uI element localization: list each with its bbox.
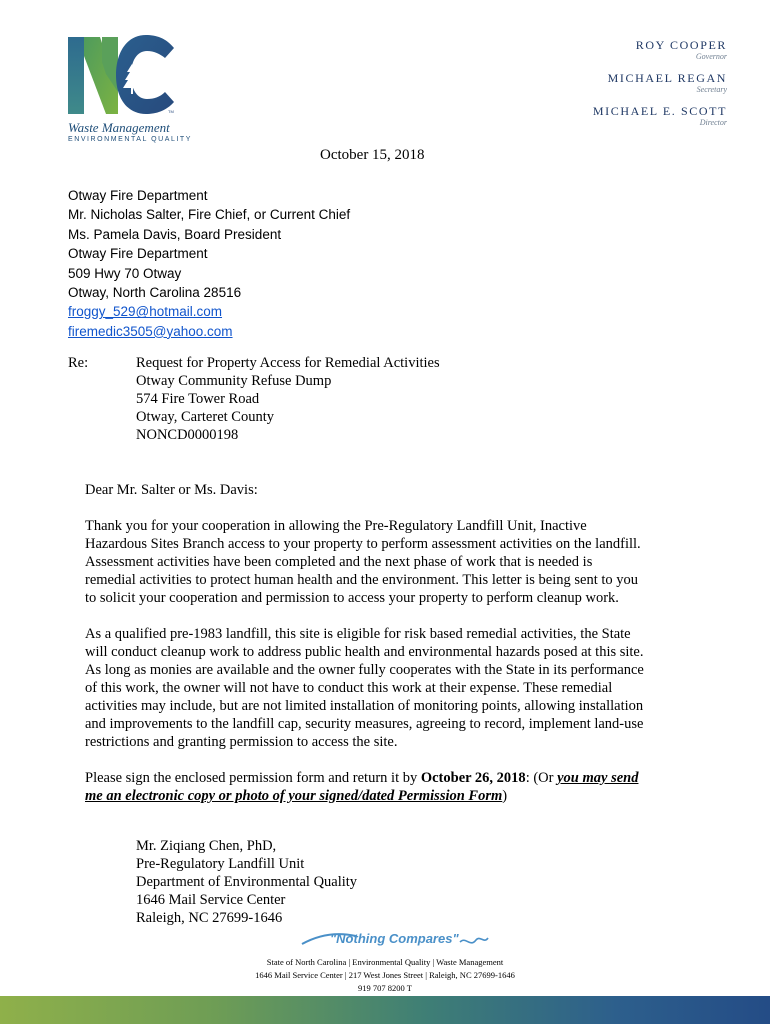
re-line: Otway Community Refuse Dump [136, 373, 332, 389]
official-director [593, 104, 727, 128]
return-address-line: Department of Environmental Quality [136, 874, 358, 890]
letter-body [85, 481, 645, 805]
address-line: Mr. Nicholas Salter, Fire Chief, or Current Chief [68, 207, 351, 223]
official-title: Director [699, 118, 727, 127]
logo-subtitle-2: ENVIRONMENTAL QUALITY [68, 136, 192, 143]
re-line: NONCD0000198 [136, 427, 239, 443]
officials-block [593, 38, 727, 137]
official-name: MICHAEL REGAN [607, 71, 727, 85]
footer-line: State of North Carolina | Environmental Quality | Waste Management [266, 957, 504, 967]
official-title: Secretary [696, 85, 727, 94]
request-suffix: ) [502, 788, 508, 804]
re-line: Request for Property Access for Remedial Activities [136, 355, 440, 371]
email-link-firemedic[interactable]: firemedic3505@yahoo.com [68, 323, 233, 339]
official-name: ROY COOPER [635, 38, 727, 52]
request-deadline: October 26, 2018 [420, 770, 526, 786]
footer-line: 919 707 8200 T [358, 983, 412, 993]
logo-subtitle: Waste Management [68, 120, 170, 135]
paragraph-1: Thank you for your cooperation in allowing the Pre-Regulatory Landfill Unit, Inactive Hazardous Sites Branch access to your property to perform assessment activities on the landfill. Assessment activities have been completed and the next phase of work that is needed is remedial activities to protect human health and the environment. This letter is being sent to you to solicit your cooperation and permission to access your property to perform cleanup work. [85, 518, 641, 606]
re-line: 574 Fire Tower Road [136, 391, 260, 407]
salutation: Dear Mr. Salter or Ms. Davis: [85, 482, 258, 498]
official-governor [593, 38, 727, 62]
paragraph-2: As a qualified pre-1983 landfill, this site is eligible for risk based remedial activities, the State will conduct cleanup work to address public health and environmental hazards posed at this site. As long as monies are available and the owner fully cooperates with the State in its performance of this work, the owner will not have to conduct this work at their expense. These remedial activities may include, but are not limited installation of monitoring points, allowing installation and improvements to the landfill cap, security measures, agreeing to record, implement land-use restrictions and granting permission to access the site. [85, 626, 644, 750]
return-address-line: Pre-Regulatory Landfill Unit [136, 856, 305, 872]
address-line: Otway Fire Department [68, 246, 208, 262]
request-paragraph [85, 769, 645, 805]
logo-caption [68, 121, 192, 145]
address-line: 509 Hwy 70 Otway [68, 265, 182, 281]
request-middle: : (Or [525, 770, 558, 786]
footer-color-bar [0, 996, 770, 1024]
svg-text:TM: TM [168, 109, 174, 114]
email-link-froggy[interactable]: froggy_529@hotmail.com [68, 304, 223, 320]
address-line: Ms. Pamela Davis, Board President [68, 226, 282, 242]
request-prefix: Please sign the enclosed permission form and return it by [85, 770, 421, 786]
slogan-text: "Nothing Compares" [330, 931, 459, 946]
re-line: Otway, Carteret County [136, 409, 274, 425]
letter-date: October 15, 2018 [320, 147, 425, 163]
return-address-line: Raleigh, NC 27699-1646 [136, 910, 283, 926]
address-line: Otway, North Carolina 28516 [68, 285, 242, 301]
re-label: Re: [68, 355, 89, 371]
footer-line: 1646 Mail Service Center | 217 West Jones Street | Raleigh, NC 27699-1646 [255, 970, 515, 980]
return-address-line: Mr. Ziqiang Chen, PhD, [136, 838, 277, 854]
footer [0, 956, 770, 995]
official-secretary [593, 71, 727, 95]
official-name: MICHAEL E. SCOTT [592, 104, 727, 118]
official-title: Governor [695, 52, 727, 61]
address-line: Otway Fire Department [68, 188, 208, 203]
return-address-line: 1646 Mail Service Center [136, 892, 286, 908]
request-emphasis: you may send me an electronic copy or photo of your signed/dated Permission Form [85, 770, 639, 804]
nothing-compares-slogan [300, 926, 490, 952]
return-address [136, 837, 357, 927]
recipient-address [68, 186, 350, 341]
